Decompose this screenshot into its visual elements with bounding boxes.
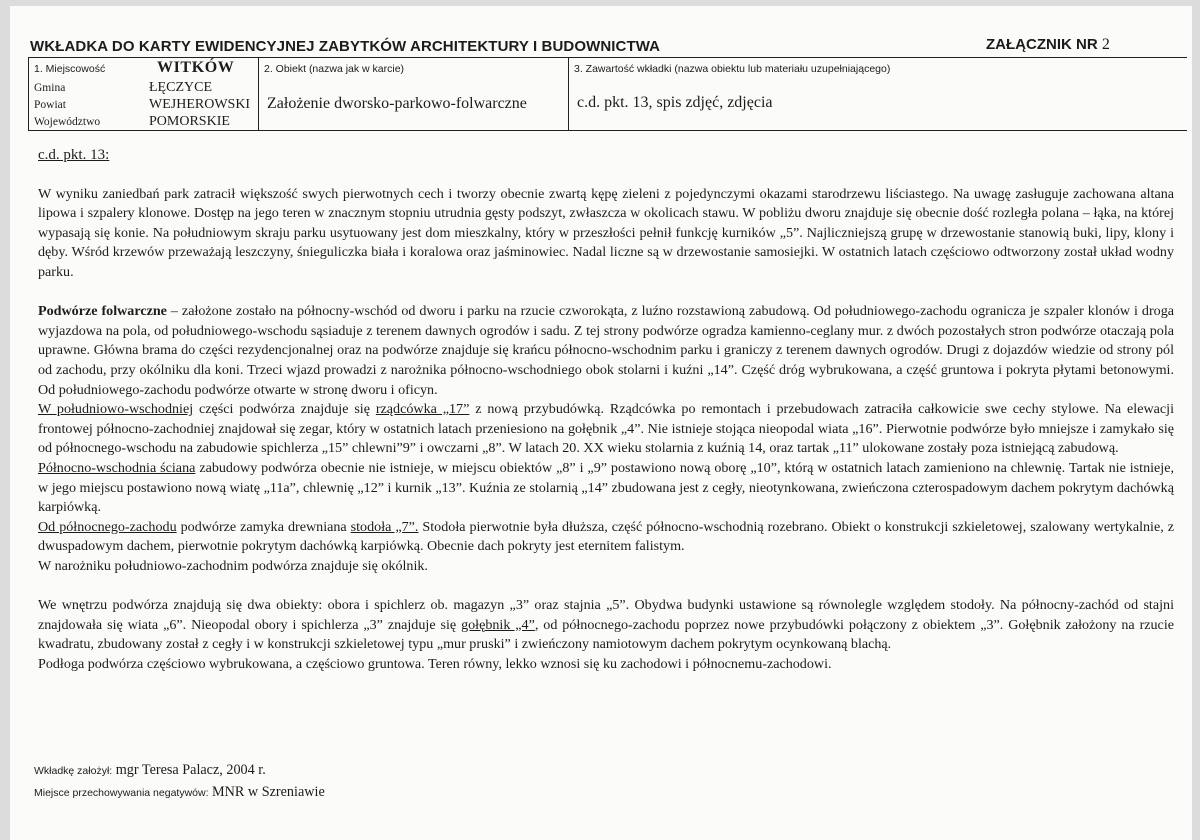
paragraph-farmyard	[38, 302, 1174, 400]
contents-label: 3. Zawartość wkładki (nazwa obiektu lub materiału uzupełniającego)	[574, 63, 891, 75]
header-table	[28, 57, 1187, 131]
document-sheet	[10, 6, 1192, 840]
powiat-value: WEJHEROWSKI	[149, 97, 251, 112]
author-line	[34, 760, 325, 782]
place-name: WITKÓW	[157, 59, 235, 76]
dovecote-ref: gołębnik „4”	[461, 616, 535, 633]
gmina-label: Gmina	[34, 82, 66, 94]
contents-value: c.d. pkt. 13, spis zdjęć, zdjęcia	[577, 94, 773, 111]
footer	[34, 760, 325, 804]
section-heading: c.d. pkt. 13:	[38, 147, 110, 163]
north-east-text: zabudowy podwórza obecnie nie istnieje, w miejscu obiektów „8” i „9” postawiono nową oborę „10”, którą w ostatnich latach zamieniono na chlewnię. Tartak nie istnieje, w jego miejscu postawiono nową wiatę „11a”, chlewnię „12” i kurnik „13”. Kuźnia ze stolarnią „14” zbudowana jest z cegły, nieotynkowana, zwieńczona czterospadowym dachem pokrytym dachówką karpiówką.	[38, 459, 1174, 516]
south-east-text-1: części podwórza znajduje się	[193, 401, 376, 418]
paragraph-north-east	[38, 459, 1174, 518]
annex-value: 2	[1101, 36, 1110, 53]
paragraph-park: W wyniku zaniedbań park zatracił większość swych pierwotnych cech i tworzy obecnie zwartą kępę zieleni z pojedynczymi okazami starodrzewu liściastego. Na uwagę zasługuje zachowana altana lipowa i szpalery klonowe. Dostęp na jego teren w znacznym stopniu utrudnia gęsty podszyt, zwłaszcza w okolicach stawu. W pobliżu dworu znajduje się obecnie dość rozległa polana – łąka, na której wypasają się konie. Na południowym skraju parku usytuowany jest dom mieszkalny, który w przeszłości pełnił funkcję kurników „5”. Najliczniejszą grupę w drzewostanie stanowią buki, lipy, klony i dęby. Wśród krzewów przeważają leszczyny, śnieguliczka biała i koralowa oraz jaśminowiec. Nadal liczne są w drzewostanie samosiejki. W ostatnich latach częściowo odtworzony został układ wodny parku.	[38, 185, 1174, 280]
north-west-text-2: Stodoła pierwotnie była dłuższa, część północno-wschodnią rozebrano. Obiekt o konstrukcji szkieletowej, szalowany wertykalnie, z dwuspadowym dachem, pierwotnie pokrytym dachówką karpiówką. Obecnie dach pokryty jest eternitem falistym.	[38, 518, 1174, 555]
location-cell	[29, 58, 259, 130]
paragraph-interior	[38, 596, 1174, 655]
farmyard-heading: Podwórze folwarczne	[38, 303, 167, 320]
north-west-text-1: podwórze zamyka drewniana	[176, 518, 351, 535]
north-west-heading: Od północnego-zachodu	[38, 518, 177, 535]
gmina-value: ŁĘCZYCE	[149, 80, 212, 95]
storage-value: MNR w Szreniawie	[212, 784, 325, 800]
author-value: mgr Teresa Palacz, 2004 r.	[115, 762, 266, 778]
storage-line	[34, 782, 325, 804]
steward-house-ref: rządcówka „17”	[375, 401, 470, 418]
document-title: WKŁADKA DO KARTY EWIDENCYJNEJ ZABYTKÓW ARCHITEKTURY I BUDOWNICTWA	[30, 38, 661, 55]
powiat-label: Powiat	[34, 99, 66, 111]
storage-label: Miejsce przechowywania negatywów:	[34, 787, 209, 799]
paragraph-north-west	[38, 518, 1174, 557]
contents-cell	[569, 58, 1187, 130]
interior-text-2: , od północnego-zachodu poprzez nowe przybudówki połączony z obiektem „3”. Gołębnik założony na rzucie kwadratu, zbudowany został z cegły i w konstrukcji szkieletowej typu „mur pruski” i zwieńczony namiotowym dachem pokrytym ocynkowaną blachą.	[38, 616, 1174, 653]
object-cell	[259, 58, 569, 130]
location-label: 1. Miejscowość	[34, 63, 106, 75]
south-east-text-2: z nową przybudówką. Rządcówka po remontach i przebudowach zatraciła całkowicie swe cechy stylowe. Na elewacji frontowej północno-zachodniej znajdował się zegar, który w ostatnich latach przeniesiono na gołębnik „4”. Nie istnieje stojąca nieopodal wiata „16”. Pierwotnie podwórze było mniejsze i zamykało się od północnego-wschodu na zabudowie spichlerza „15” chlewni”9” i owczarni „8”. W latach 20. XX wieku stolarnia z kuźnią 14, oraz tartak „11” ulokowane zostały poza istniejącą zabudową.	[38, 401, 1174, 457]
body-text	[38, 146, 1174, 674]
south-east-heading: W południowo-wschodniej	[38, 401, 194, 418]
paragraph-terrain: Podłoga podwórza częściowo wybrukowana, a częściowo gruntowa. Teren równy, lekko wznosi się ku zachodowi i północnemu-zachodowi.	[38, 655, 832, 672]
annex-number	[986, 36, 1110, 54]
annex-label: ZAŁĄCZNIK NR	[986, 36, 1098, 53]
interior-text-1: We wnętrzu podwórza znajdują się dwa obiekty: obora i spichlerz ob. magazyn „3” oraz stajnia „5”. Obydwa budynki ustawione są równolegle względem stodoły. Na północny-zachód od stajni znajdowała się wiata „6”. Nieopodal obory i spichlerza „3” znajduje się	[38, 597, 1174, 633]
farmyard-text: – założone zostało na północny-wschód od dworu i parku na rzucie czworokąta, z luźno rozstawioną zabudową. Od południowego-zachodu ogranicza je szpaler klonów i droga wyjazdowa na pola, od południowego-wschodu sąsiaduje z terenem dawnych ogrodów i sadu. Z tej strony podwórze ogradza kamienno-ceglany mur. z dwóch pozostałych stron podwórze otaczają pola uprawne. Główna brama do części rezydencjonalnej oraz na podwórze znajduje się krańcu północno-wschodnim parku i graniczy z terenem dawnych ogrodów. Drugi z dojazdów wiedzie od strony pól od zachodu, przy okólniku dla koni. Trzeci wjazd prowadzi z narożnika północno-wschodniego obok stolarni i kuźni „14”. Część dróg wybrukowana, a część gruntowa i pokryta płytami betonowymi. Od południowego-zachodu podwórze otwarte w stronę dworu i oficyn.	[38, 303, 1175, 398]
paragraph-south-east	[38, 400, 1174, 459]
wojewodztwo-label: Województwo	[34, 116, 101, 128]
wojewodztwo-value: POMORSKIE	[149, 114, 230, 129]
author-label: Wkładkę założył:	[34, 765, 113, 777]
object-label: 2. Obiekt (nazwa jak w karcie)	[264, 63, 405, 75]
north-east-heading: Północno-wschodnia ściana	[38, 459, 196, 476]
paragraph-corral: W narożniku południowo-zachodnim podwórza znajduje się okólnik.	[38, 557, 428, 574]
barn-ref: stodoła „7”.	[350, 518, 419, 535]
object-value: Założenie dworsko-parkowo-folwarczne	[267, 95, 527, 112]
